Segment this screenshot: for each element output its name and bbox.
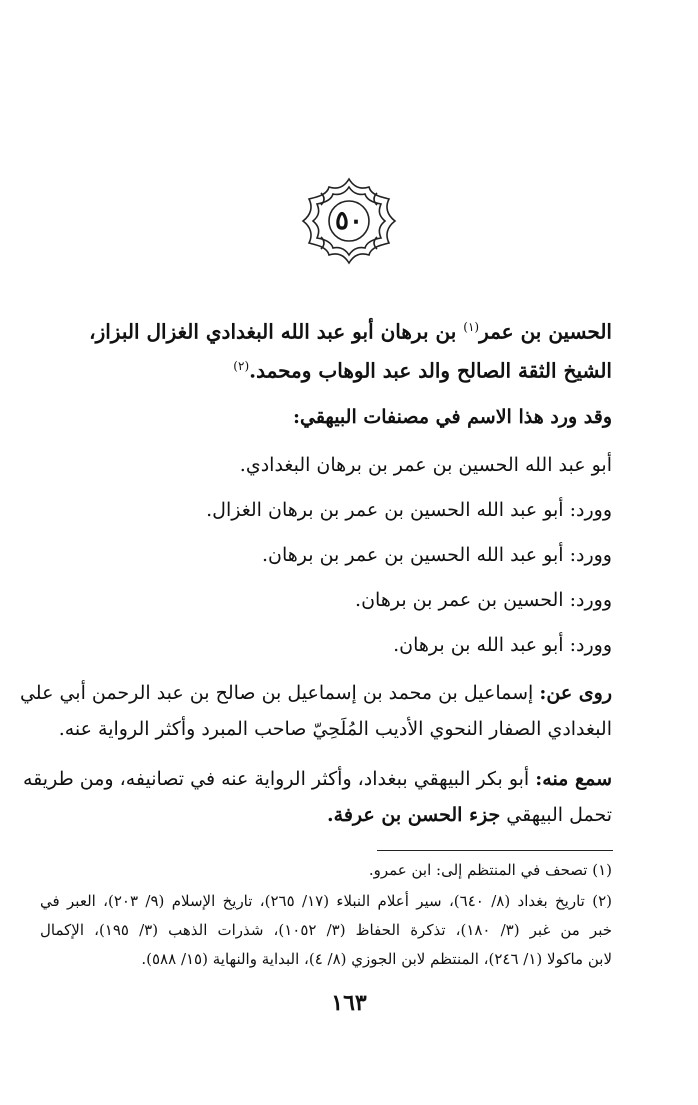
heard-by-line-2-text: تحمل البيهقي <box>500 804 612 826</box>
entry-number-ornament <box>299 175 399 267</box>
footnote-ref-1: (١) <box>463 320 480 334</box>
entry-title-name: الحسين بن عمر <box>479 319 612 344</box>
heard-by-line-2 <box>327 800 612 830</box>
entry-title-line-1 <box>89 312 612 347</box>
heard-by-book-title: جزء الحسن بن عرفة. <box>327 804 501 826</box>
name-variant: أبو عبد الله الحسين بن عمر بن برهان البغدادي. <box>239 454 612 476</box>
narrated-from-line-2: البغدادي الصفار النحوي الأديب المُلَحِيّ صاحب المبرد وأكثر الرواية عنه. <box>58 718 612 740</box>
heard-by-text: أبو بكر البيهقي ببغداد، وأكثر الرواية عنه في تصانيفه، ومن طريقه <box>23 768 536 790</box>
page-number: ١٦٣ <box>331 990 367 1016</box>
name-variant: وورد: الحسين بن عمر بن برهان. <box>355 589 612 611</box>
heard-by-label: سمع منه: <box>535 768 612 790</box>
narrated-from-text: إسماعيل بن محمد بن إسماعيل بن صالح بن عبد الرحمن أبي علي <box>19 682 540 704</box>
footnote-ref-2: (٢) <box>233 359 250 373</box>
entry-title-line-2 <box>233 351 612 386</box>
heard-by-line-1 <box>23 764 612 794</box>
footnote-2-line-1: (٢) تاريخ بغداد (٨/ ٦٤٠)، سير أعلام النبلاء (١٧/ ٢٦٥)، تاريخ الإسلام (٩/ ٢٠٣)، العبر في <box>40 892 612 910</box>
footnote-2-line-3: لابن ماكولا (١/ ٢٤٦)، المنتظم لابن الجوزي (٨/ ٤)، البداية والنهاية (١٥/ ٥٨٨). <box>141 950 612 968</box>
footnote-divider <box>377 850 613 851</box>
footnote-2-line-2: خبر من غبر (٣/ ١٨٠)، تذكرة الحفاظ (٣/ ١٠٥٢)، شذرات الذهب (٣/ ١٩٥)، الإكمال <box>40 921 613 939</box>
entry-title-line-2-text: الشيخ الثقة الصالح والد عبد الوهاب ومحمد. <box>249 358 612 383</box>
section-heading: وقد ورد هذا الاسم في مصنفات البيهقي: <box>292 406 612 428</box>
narrated-from-label: روى عن: <box>539 682 612 704</box>
name-variant: وورد: أبو عبد الله الحسين بن عمر بن برهان. <box>261 544 612 566</box>
footnote-1: (١) تصحف في المنتظم إلى: ابن عمرو. <box>368 861 612 879</box>
entry-title-rest: بن برهان أبو عبد الله البغدادي الغزال البزاز، <box>89 319 464 344</box>
narrated-from-line-1 <box>19 678 612 708</box>
entry-number: ٥٠ <box>335 206 363 236</box>
name-variant: وورد: أبو عبد الله الحسين بن عمر بن برهان الغزال. <box>206 499 612 521</box>
name-variant: وورد: أبو عبد الله بن برهان. <box>393 634 612 656</box>
